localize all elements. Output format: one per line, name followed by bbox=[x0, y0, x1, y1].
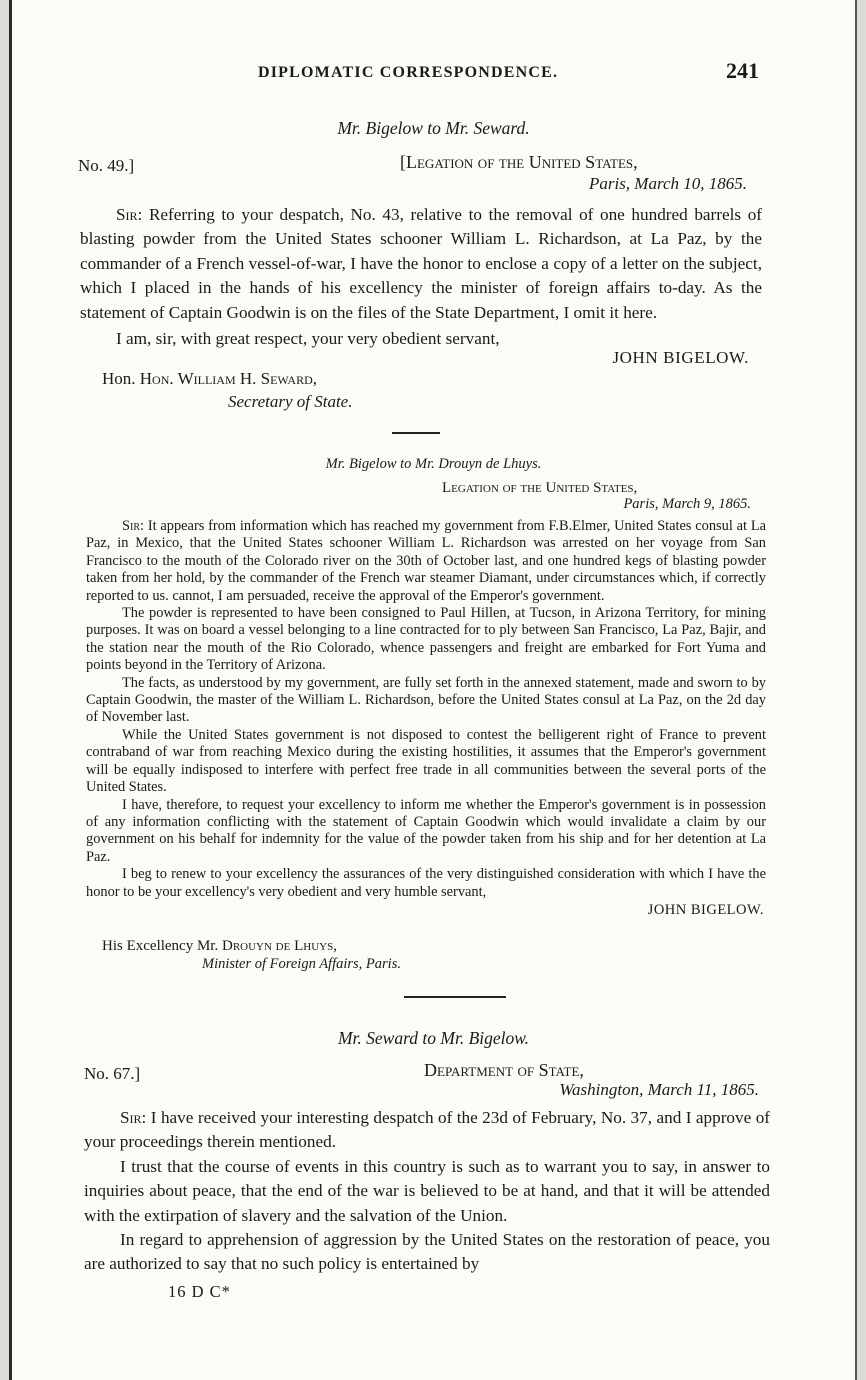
letter2-date: Paris, March 9, 1865. bbox=[623, 496, 751, 512]
letter1-body-text: Referring to your despatch, No. 43, relative to the removal of one hundred barrels of blasting powder from the United States schooner William L. Richardson, at La Paz, by the commander of a French vessel-of-war, I have the honor to enclose a copy of a letter on the subject, which I placed in the hands of his excellency the minister of foreign affairs to-day. As the statement of Captain Goodwin is on the files of the State Department, I omit it here. bbox=[80, 205, 763, 322]
letter2-paragraph: I have, therefore, to request your excellency to inform me whether the Emperor's government is in possession of any information conflicting with the statement of Captain Goodwin which would invalidate a claim by our government on his behalf for indemnity for the value of the powder taken from his ship and for her detention at La Paz. bbox=[86, 796, 766, 865]
running-head bbox=[12, 58, 855, 88]
letter1-origin: [Legation of the United States, bbox=[400, 152, 638, 172]
letter1-closing: I am, sir, with great respect, your very obedient servant, bbox=[116, 329, 500, 348]
letter3-paragraph: Sir: I have received your interesting despatch of the 23d of February, No. 37, and I approve of your proceedings therein mentioned. bbox=[84, 1108, 771, 1152]
salutation: Sir: bbox=[116, 205, 143, 224]
letter1-number: No. 49.] bbox=[78, 156, 135, 175]
letter1-signature: JOHN BIGELOW. bbox=[612, 348, 749, 367]
section-divider bbox=[404, 996, 506, 998]
signature-mark: 16 D C* bbox=[168, 1282, 231, 1301]
letter1-body bbox=[80, 203, 762, 325]
letter3-number: No. 67.] bbox=[84, 1064, 141, 1083]
letter2-paragraph: While the United States government is not disposed to contest the belligerent right of France to prevent contraband of war from reaching Mexico during the existing hostilities, it assumes that the Emperor's government will be equally indisposed to interfere with perfect free trade in all communities between the several ports of the United States. bbox=[86, 726, 766, 796]
letter3-date: Washington, March 11, 1865. bbox=[559, 1080, 759, 1099]
letter1-date: Paris, March 10, 1865. bbox=[588, 174, 747, 193]
running-title: DIPLOMATIC CORRESPONDENCE. bbox=[258, 64, 559, 81]
section-divider bbox=[392, 432, 440, 434]
letter2-paragraph: The facts, as understood by my government, are fully set forth in the annexed statement, made and sworn to by Captain Goodwin, the master of the William L. Richardson, before the United States consul at La Paz, on the 2d day of November last. bbox=[86, 674, 766, 726]
letter2-addressee-title: Minister of Foreign Affairs, Paris. bbox=[202, 956, 401, 972]
addressee-name: Hon. William H. Seward, bbox=[139, 369, 318, 388]
letter2-heading: Mr. Bigelow to Mr. Drouyn de Lhuys. bbox=[325, 456, 542, 472]
letter2-body bbox=[86, 518, 766, 919]
letter2-paragraph: I beg to renew to your excellency the assurances of the very distinguished consideration with which I have the honor to be your excellency's very obedient and very humble servant, bbox=[86, 866, 766, 900]
letter2-signature: JOHN BIGELOW. bbox=[647, 901, 764, 918]
letter2-paragraph: Sir: It appears from information which has reached my government from F.B.Elmer, United States consul at La Paz, in Mexico, that the United States schooner William L. Richardson was arrested on her voyage from San Francisco to the mouth of the Colorado river on the 30th of October last, and one hundred kegs of blasting powder taken from her hold, by the commander of the French war steamer Diamant, under circumstances which, if correctly reported to us. cannot, I am persuaded, receive the approval of the Emperor's government. bbox=[86, 518, 766, 604]
letter2-origin: Legation of the United States, bbox=[442, 480, 638, 496]
letter3-paragraph: In regard to apprehension of aggression by the United States on the restoration of peace, you are authorized to say that no such policy is entertained by bbox=[84, 1230, 770, 1274]
addressee-name: Drouyn de Lhuys, bbox=[221, 938, 337, 954]
letter1-addressee: Hon. Hon. William H. Seward, bbox=[102, 369, 318, 388]
letter2-paragraph: The powder is represented to have been consigned to Paul Hillen, at Tucson, in Arizona Territory, for mining purposes. It was on board a vessel belonging to a line contracted for to ply between San Francisco, La Paz, Bajir, and the station near the mouth of the Rio Colorado, whence passengers and freight are embarked for Fort Yuma and points beyond in the Territory of Arizona. bbox=[86, 605, 766, 674]
document-page bbox=[9, 0, 857, 1380]
letter3-body bbox=[84, 1106, 770, 1277]
letter1-heading: Mr. Bigelow to Mr. Seward. bbox=[337, 118, 530, 138]
letter3-origin: Department of State, bbox=[424, 1060, 584, 1080]
page-number: 241 bbox=[726, 58, 759, 83]
letter3-paragraph: I trust that the course of events in this country is such as to warrant you to say, in answer to inquiries about peace, that the end of the war is believed to be at hand, and that it will be attended with the extirpation of slavery and the salvation of the Union. bbox=[84, 1156, 770, 1225]
letter1-addressee-title: Secretary of State. bbox=[228, 392, 353, 411]
letter2-addressee: His Excellency Mr. Drouyn de Lhuys, bbox=[102, 938, 337, 954]
letter3-heading: Mr. Seward to Mr. Bigelow. bbox=[337, 1028, 530, 1048]
